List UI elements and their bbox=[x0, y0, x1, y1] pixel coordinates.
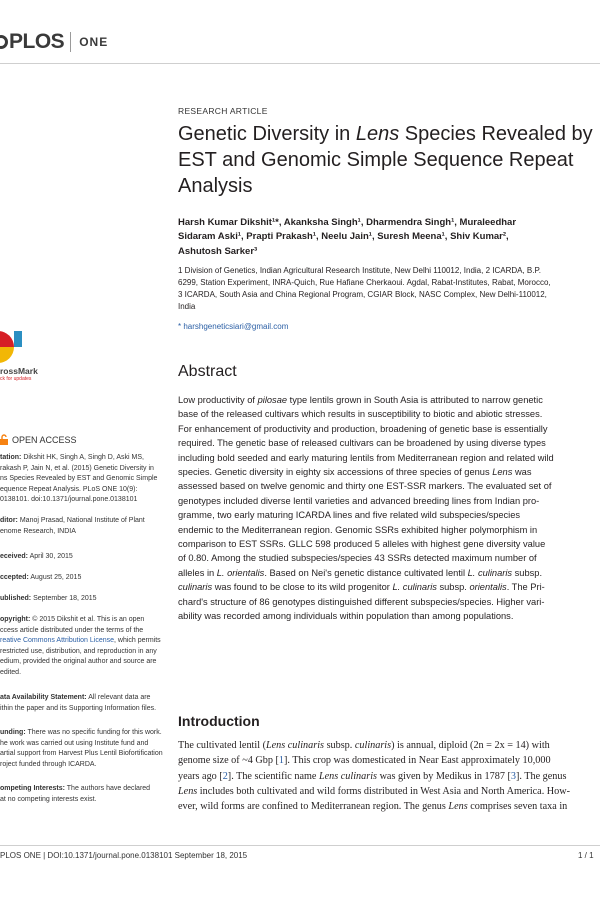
license-link[interactable]: reative Commons Attribution License bbox=[0, 637, 114, 644]
page-number: 1 / 1 bbox=[578, 851, 594, 860]
footer-rule bbox=[0, 845, 600, 846]
article-title: Genetic Diversity in Lens Species Revealed by EST and Genomic Simple Sequence Repeat Analysis bbox=[178, 123, 593, 197]
crossmark-label: rossMark bbox=[0, 366, 38, 376]
published-date: ublished: September 18, 2015 bbox=[0, 595, 97, 602]
logo-divider bbox=[70, 32, 71, 52]
accepted-date: ccepted: August 25, 2015 bbox=[0, 574, 82, 581]
editor-block: ditor: Manoj Prasad, National Institute of Plant enome Research, INDIA bbox=[0, 517, 145, 535]
journal-logo[interactable] bbox=[0, 30, 108, 54]
data-availability-block: ata Availability Statement: All relevant data are ithin the paper and its Supporting Information files. bbox=[0, 694, 157, 712]
header-rule bbox=[0, 63, 600, 64]
citation-block: tation: Dikshit HK, Singh A, Singh D, Aski MS, rakash P, Jain N, et al. (2015) Genetic Diversity in ns Species Revealed by EST and Genomic Simple equence Repeat Analysis. PLoS ONE 10(9): 0138101. doi:10.1371/journal.pone.0138101 bbox=[0, 454, 158, 503]
journal-name: ONE bbox=[79, 35, 109, 49]
crossmark-sub: ck for updates bbox=[0, 376, 32, 382]
plos-wordmark: PLOS bbox=[0, 30, 64, 54]
plos-o-icon bbox=[0, 35, 8, 49]
abstract-text: Low productivity of pilosae type lentils grown in South Asia is attributed to narrow genetic base of the released cultivars which results in susceptibility to biotic and abiotic stresses. For enhancement of productivity and production, broadening of genetic base is essentially required. The genetic base of released cultivars can be broadened by using diverse types including bold seeded and early maturing lentils from Mediterranean region and related wild species. Genetic diversity in eighty six accessions of three species of genus Lens was assessed based on twelve genomic and thirty one EST-SSR markers. The evaluated set of genotypes included diverse lentil varieties and advanced breeding lines from Indian pro- gramme, two early maturing ICARDA lines and five related wild subspecies/species endemic to the Mediterranean region. Genomic SSRs exhibited higher polymorphism in comparison to EST SSRs. GLLC 598 produced 5 alleles with highest gene diversity value of 0.80. Among the studied subspecies/species 43 SSRs detected maximum number of alleles in L. orientalis. Based on Nei's genetic distance cultivated lentil L. culinaris subsp. culinaris was found to be close to its wild progenitor L. culinaris subsp. orientalis. The Pri- chard's structure of 86 genotypes distinguished different subspecies/species. Higher vari- ability was recorded among individuals within population than among populations. bbox=[178, 395, 554, 622]
open-lock-icon bbox=[0, 434, 8, 445]
introduction-text: The cultivated lentil (Lens culinaris subsp. culinaris) is annual, diploid (2n = 2x = 14) with genome size of ~4 Gbp [1]. This crop was domesticated in Near East approximately 10,000 years ago [2]. The scientific name Lens culinaris was given by Medikus in 1787 [3]. The genus Lens includes both cultivated and wild forms distributed in West Asia and North America. How- ever, wild forms are confined to Mediterranean region. The genus Lens comprises seven taxa in bbox=[178, 740, 570, 813]
received-date: eceived: April 30, 2015 bbox=[0, 553, 73, 560]
crossmark-icon bbox=[0, 327, 30, 363]
citation-label: tation: bbox=[0, 454, 22, 461]
affiliations: 1 Division of Genetics, Indian Agricultural Research Institute, New Delhi 110012, India, 2 ICARDA, B.P. 6299, Station Experiment, INRA-Quich, Rue Hafiane Cherkaoui. Agdal, Rabat-Institutes, Rabat, Morocco, 3 ICARDA, South Asia and China Regional Program, CGIAR Block, NASC Complex, New Delhi-110012, India bbox=[178, 266, 551, 311]
corresponding-email[interactable]: * harshgeneticsiari@gmail.com bbox=[178, 322, 289, 331]
article-type: RESEARCH ARTICLE bbox=[178, 106, 268, 116]
open-access-label: OPEN ACCESS bbox=[12, 434, 77, 445]
reference-link[interactable]: 3 bbox=[510, 770, 516, 782]
editor-label: ditor: bbox=[0, 517, 18, 524]
crossmark-badge[interactable] bbox=[0, 327, 52, 382]
copyright-block: opyright: © 2015 Dikshit et al. This is an open ccess article distributed under the terms of the reative Commons Attribution License, which permits restricted use, distribution, and reproduction in any edium, provided the original author and source are edited. bbox=[0, 616, 161, 676]
footer-citation: PLOS ONE | DOI:10.1371/journal.pone.0138101 September 18, 2015 bbox=[0, 851, 248, 860]
author-list: Harsh Kumar Dikshit¹*, Akanksha Singh¹, Dharmendra Singh¹, Muraleedhar Sidaram Aski¹, Prapti Prakash¹, Neelu Jain¹, Suresh Meena¹, Shiv Kumar², Ashutosh Sarker³ bbox=[178, 217, 517, 257]
reference-link[interactable]: 2 bbox=[222, 770, 228, 782]
open-access-badge bbox=[0, 434, 77, 445]
introduction-heading: Introduction bbox=[178, 713, 260, 729]
abstract-heading: Abstract bbox=[178, 363, 237, 380]
competing-interests-block: ompeting Interests: The authors have declared at no competing interests exist. bbox=[0, 785, 151, 803]
reference-link[interactable]: 1 bbox=[278, 755, 284, 767]
funding-block: unding: There was no specific funding for this work. he work was carried out using Institute fund and artial support from Harvest Plus Lentil Biofortification roject funded through ICARDA. bbox=[0, 729, 163, 768]
